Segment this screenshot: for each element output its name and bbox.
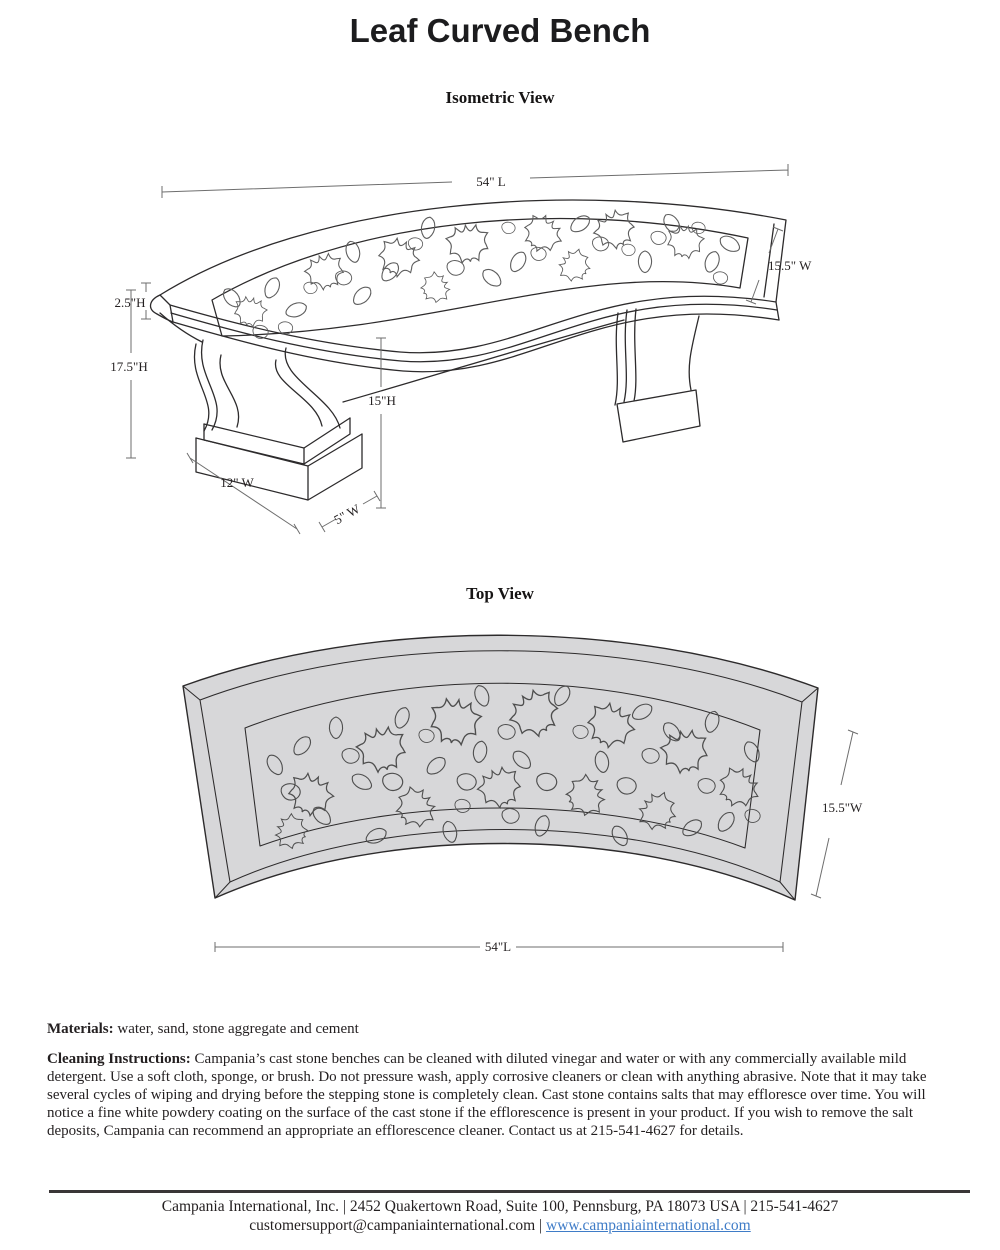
dim-label-overall-height: 17.5"H bbox=[110, 359, 148, 374]
footer-email: customersupport@campaniainternational.com bbox=[249, 1217, 536, 1234]
page-title: Leaf Curved Bench bbox=[349, 12, 651, 49]
dim-label-length: 54" L bbox=[476, 174, 506, 189]
dim-label-top-width: 15.5"W bbox=[822, 800, 863, 815]
footer-website-link[interactable]: www.campaniainternational.com bbox=[546, 1217, 751, 1234]
footer-contact-line bbox=[0, 1216, 1000, 1235]
dim-label-top-length: 54"L bbox=[484, 939, 512, 954]
dim-label-base-length: 12" W bbox=[220, 475, 254, 490]
dim-label-base-depth: 5" W bbox=[331, 500, 363, 528]
isometric-view-heading: Isometric View bbox=[445, 88, 555, 107]
materials-label: Materials: bbox=[47, 1021, 114, 1037]
footer-separator: | bbox=[535, 1217, 546, 1234]
isometric-view-drawing bbox=[100, 140, 900, 560]
footer-company-line: Campania International, Inc. | 2452 Quakertown Road, Suite 100, Pennsburg, PA 18073 USA | 215-541-4627 bbox=[161, 1198, 839, 1215]
cleaning-label: Cleaning Instructions: bbox=[47, 1051, 191, 1067]
bench-right-leg bbox=[615, 309, 700, 442]
cleaning-text: Campania’s cast stone benches can be cleaned with diluted vinegar and water or with any commercially available mild detergent. Use a soft cloth, sponge, or brush. Do not pressure wash, apply corrosive cleaners or clean with anything abrasive. Note that it may take several cycles of wiping and drying before the stepping stone is completely clean. Cast stone contains salts that may effloresce over time. You will notice a fine white powdery coating on the surface of the cast stone if the efflorescence is present in your product. If you wish to remove the salt deposits, Campania can recommend an appropriate an efflorescence cleaner. Contact us at 215-541-4627 for details. bbox=[47, 1051, 927, 1139]
materials-text: water, sand, stone aggregate and cement bbox=[113, 1021, 359, 1037]
materials-paragraph bbox=[47, 1020, 959, 1038]
footer bbox=[0, 1197, 1000, 1235]
top-view-heading: Top View bbox=[466, 584, 534, 603]
top-view-drawing bbox=[150, 600, 870, 960]
footer-divider bbox=[49, 1190, 970, 1193]
dim-label-leg-height: 15"H bbox=[368, 393, 396, 408]
dim-label-seat-width: 15.5" W bbox=[768, 258, 812, 273]
cleaning-instructions-paragraph bbox=[47, 1050, 959, 1140]
dim-label-seat-thickness: 2.5"H bbox=[114, 295, 146, 310]
dimension-labels-isometric bbox=[110, 174, 812, 527]
